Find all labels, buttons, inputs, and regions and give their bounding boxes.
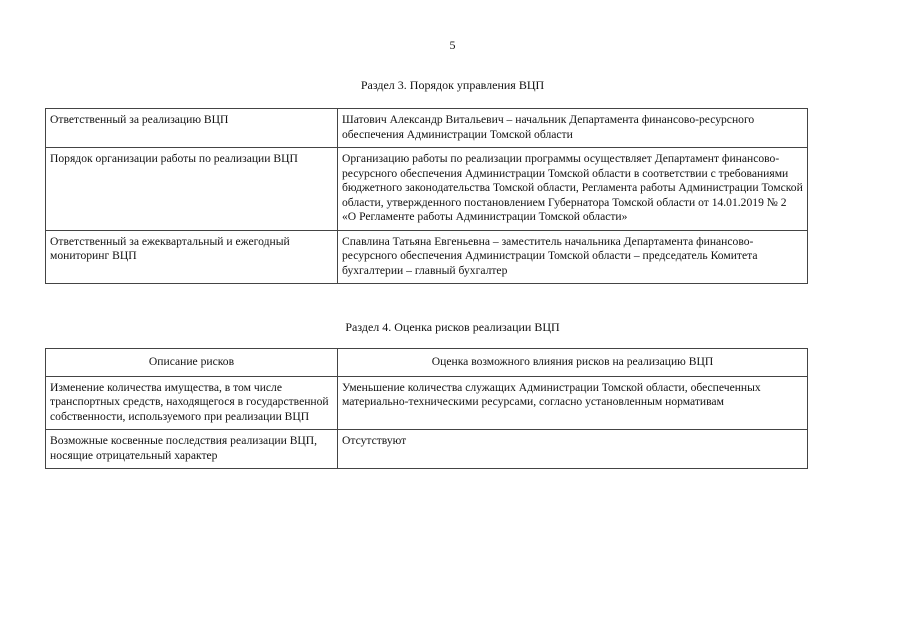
risks-table (45, 348, 808, 469)
table-row (46, 109, 808, 148)
row-value-responsible: Шатович Александр Витальевич – начальник Департамента финансово-ресурсного обеспечения Администрации Томской области (338, 109, 808, 148)
risk-impact: Отсутствуют (338, 430, 808, 469)
row-label-monitoring: Ответственный за ежеквартальный и ежегодный мониторинг ВЦП (46, 230, 338, 284)
row-label-responsible: Ответственный за реализацию ВЦП (46, 109, 338, 148)
header-risk-impact: Оценка возможного влияния рисков на реализацию ВЦП (338, 349, 808, 377)
risk-impact: Уменьшение количества служащих Администрации Томской области, обеспеченных материально-техническими ресурсами, согласно установленным нормативам (338, 376, 808, 430)
management-table (45, 108, 808, 284)
table-row (46, 148, 808, 231)
risk-description: Возможные косвенные последствия реализации ВЦП, носящие отрицательный характер (46, 430, 338, 469)
row-value-monitoring: Спавлина Татьяна Евгеньевна – заместитель начальника Департамента финансово-ресурсного обеспечения Администрации Томской области – председатель Комитета бухгалтерии – главный бухгалтер (338, 230, 808, 284)
table-header-row (46, 349, 808, 377)
risk-description: Изменение количества имущества, в том числе транспортных средств, находящегося в государственной собственности, используемого при реализации ВЦП (46, 376, 338, 430)
section-3-title: Раздел 3. Порядок управления ВЦП (360, 78, 545, 92)
row-label-work-order: Порядок организации работы по реализации ВЦП (46, 148, 338, 231)
page-number: 5 (449, 38, 456, 52)
row-value-work-order: Организацию работы по реализации программы осуществляет Департамент финансово-ресурсного обеспечения Администрации Томской области в соответствии с требованиями бюджетного законодательства Томской области, Регламента работы Администрации Томской области, утвержденного постановлением Губернатора Томской области от 14.01.2019 № 2 «О Регламенте работы Администрации Томской области» (338, 148, 808, 231)
table-row (46, 230, 808, 284)
table-row (46, 376, 808, 430)
table-row (46, 430, 808, 469)
section-4-title: Раздел 4. Оценка рисков реализации ВЦП (345, 320, 560, 334)
header-risk-description: Описание рисков (46, 349, 338, 377)
